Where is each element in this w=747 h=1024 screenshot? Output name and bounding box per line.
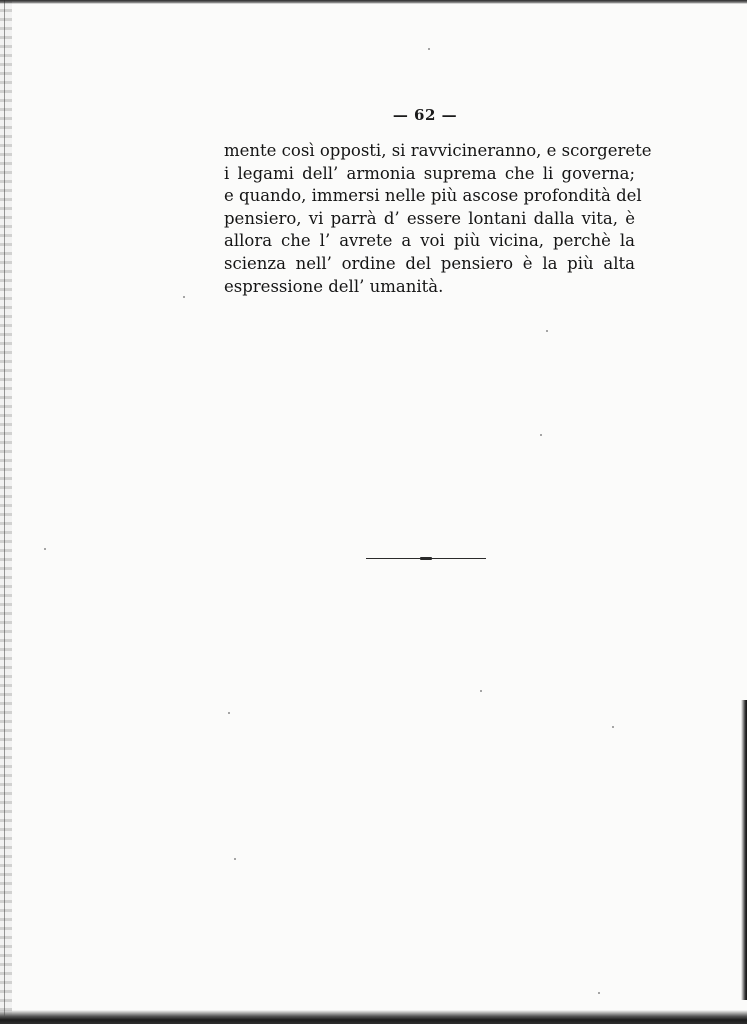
page-edge-left-line [4, 0, 5, 1024]
paper-speck [44, 548, 46, 550]
paper-speck [598, 992, 600, 994]
page-edge-top [0, 0, 747, 4]
page-number: — 62 — [392, 106, 458, 124]
text-line-5: allora che l’ avrete a voi più vicina, perchè la [224, 231, 635, 251]
text-line-7: espressione dell’ umanità. [224, 276, 444, 296]
paper-speck [612, 726, 614, 728]
paper-speck [546, 330, 548, 332]
text-line-2: i legami dell’ armonia suprema che li governa; [224, 163, 635, 183]
body-text [224, 140, 652, 298]
paper-speck [480, 690, 482, 692]
page-edge-right [741, 700, 747, 1000]
text-line-6: scienza nell’ ordine del pensiero è la più alta [224, 253, 635, 273]
paper-speck [234, 858, 236, 860]
paper-speck [228, 712, 230, 714]
paper-speck [183, 296, 185, 298]
paper-speck [540, 434, 542, 436]
page-edge-bottom [0, 1010, 747, 1024]
paper-speck [428, 48, 430, 50]
page-edge-left [0, 0, 12, 1024]
text-line-4: pensiero, vi parrà d’ essere lontani dalla vita, è [224, 208, 635, 228]
text-line-1: mente così opposti, si ravvicineranno, e scorgerete [224, 141, 652, 160]
text-line-3: e quando, immersi nelle più ascose profondità del [224, 186, 642, 206]
end-rule-divider [366, 558, 486, 559]
